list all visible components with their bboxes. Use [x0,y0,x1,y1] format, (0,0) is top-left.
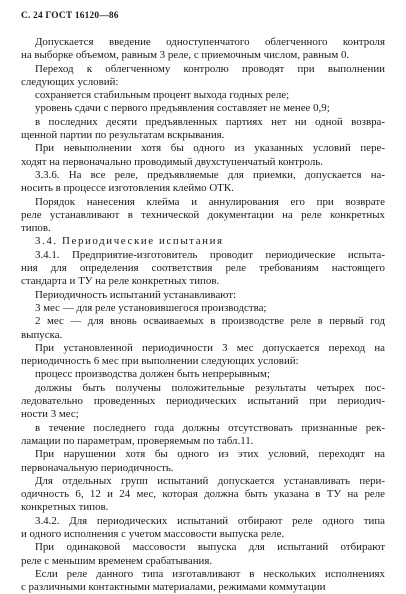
text-line: реле с меньшим временем срабатывания. [21,554,213,567]
text-line: 3.4.1. Предприятие-изготовитель проводит периодические испыта- [35,248,385,261]
text-line: При нарушении хотя бы одного из этих условий, переходят на [35,448,385,461]
text-line: сохраняется стабильным процент выхода годных реле; [35,89,290,102]
text-line: носить в процессе изготовления клеймо ОТК. [21,182,234,195]
text-line: Для отдельных групп испытаний допускается устанавливать пери- [35,474,385,487]
text-line: с различными контактными материалами, режимами коммутации [21,581,326,594]
text-line: следующих условий: [21,75,119,88]
text-line: 3.3.6. На все реле, предъявляемые для приемки, допускается на- [35,168,385,181]
text-line: ледовательно проведенных периодических испытаний при периодич- [21,395,385,408]
text-line: При установленной периодичности 3 мес допускается переход на [35,341,385,354]
text-line: конкретных типов. [21,501,109,514]
text-line: щенной партии по результатам вскрывания. [21,129,225,142]
text-line: ности 3 мес; [21,408,79,421]
text-line: процесс производства должен быть непрерывным; [35,368,270,381]
text-line: 2 мес — для вновь осваиваемых в производстве реле в первый год [35,315,385,328]
text-line: Переход к облегченному контролю проводят при выполнении [35,62,385,75]
text-line: на выборке объемом, равным 3 реле, с приемочным числом, равным 0. [21,49,350,62]
text-line: ходят на первоначально проводимый двухступенчатый контроль. [21,155,323,168]
text-line: стандарта и ТУ на реле конкретных типов. [21,275,220,288]
text-line: Допускается введение одноступенчатого облегченного контроля [35,36,385,48]
text-line: Если реле данного типа изготавливают в нескольких исполнениях [35,567,385,580]
text-line: периодичность 6 мес при выполнении следующих условий: [21,355,299,368]
text-line: в течение последнего года должны отсутствовать признанные рек- [35,421,385,434]
text-line: реле устанавливают в технической документации на реле конкретных [21,208,385,221]
text-line: 3.4.2. Для периодических испытаний отбирают реле одного типа [35,514,385,527]
text-line: Периодичность испытаний устанавливают: [35,288,237,301]
text-line: ламации по параметрам, проверяемым по табл.11. [21,434,254,447]
text-line: При одинаковой массовости выпуска для испытаний отбирают [35,541,385,554]
page-header: С. 24 ГОСТ 16120—86 [21,11,119,21]
text-line: ния для определения соответствия реле требованиям настоящего [21,262,385,275]
text-line: выпуска. [21,328,63,341]
text-line: типов. [21,222,51,235]
text-line: одичность 6, 12 и 24 мес, которая должна быть указана в ТУ на реле [21,488,385,501]
text-line: должны быть получены положительные результаты четырех пос- [35,381,385,394]
text-line: 3 мес — для реле установившегося производства; [35,301,267,314]
text-line: и одного исполнения с учетом массовости выпуска реле. [21,527,285,540]
text-line: в последних десяти предъявленных партиях нет ни одной возвра- [35,115,385,128]
text-line: уровень сдачи с первого предъявления составляет не менее 0,9; [35,102,330,115]
text-line: 3.4. Периодические испытания [35,235,224,248]
text-line: При невыполнении хотя бы одного из указанных условий пере- [35,142,385,155]
document-body [21,36,385,594]
text-line: первоначальную периодичность. [21,461,174,474]
text-line: Порядок нанесения клейма и аннулирования его при возврате [35,195,385,208]
